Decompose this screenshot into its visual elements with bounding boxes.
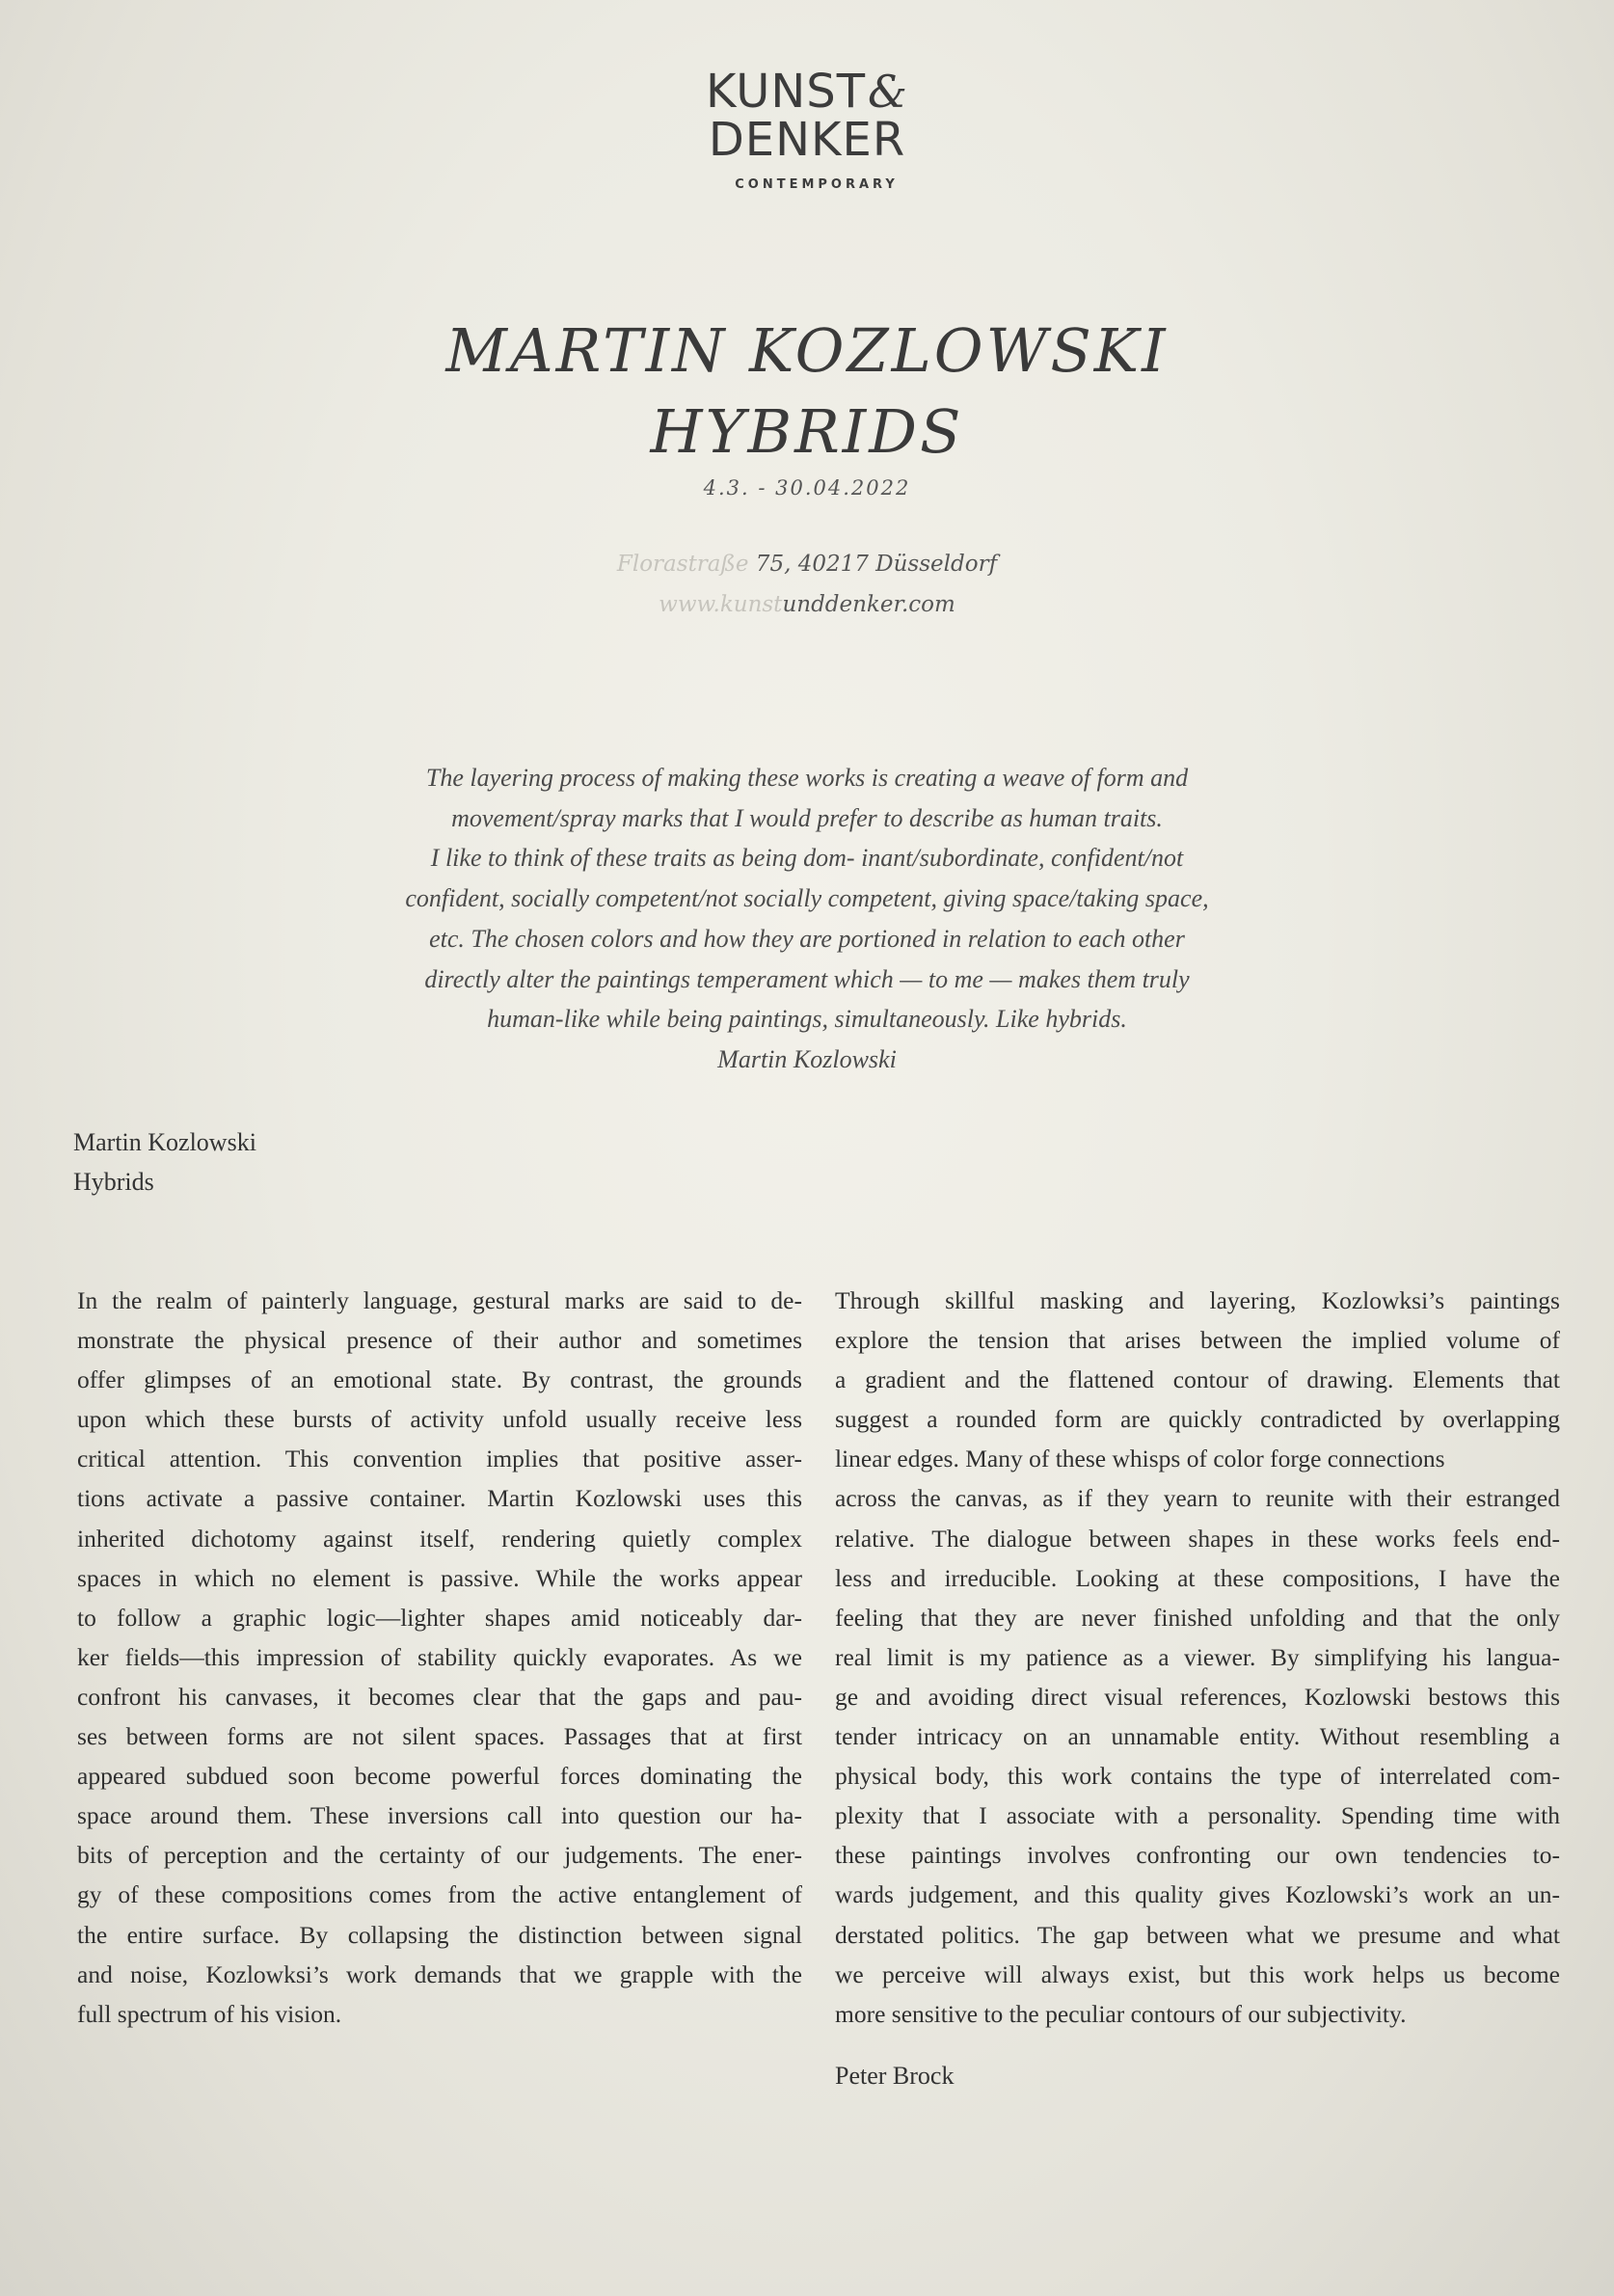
essay-line: inherited dichotomy against itself, rendering quietly complex bbox=[77, 1524, 802, 1553]
essay-line: ge and avoiding direct visual references, Kozlowski bestows this bbox=[835, 1682, 1560, 1711]
essay-line: the entire surface. By collapsing the distinction between signal bbox=[77, 1920, 802, 1949]
title-artist: MARTIN KOZLOWSKI bbox=[445, 315, 1169, 386]
essay-line: and noise, Kozlowksi’s work demands that we grapple with the bbox=[77, 1959, 802, 1988]
quote-line: confident, socially competent/not socially competent, giving space/taking space, bbox=[405, 884, 1209, 913]
essay-line: offer glimpses of an emotional state. By contrast, the grounds bbox=[77, 1365, 802, 1394]
essay-line: appeared subdued soon become powerful forces dominating the bbox=[77, 1762, 802, 1791]
essay-line: gy of these compositions comes from the active entanglement of bbox=[77, 1880, 802, 1909]
gallery-address bbox=[0, 544, 1614, 625]
essay-line: less and irreducible. Looking at these compositions, I have the bbox=[835, 1563, 1560, 1592]
logo-line-2: DENKER bbox=[708, 113, 906, 167]
essay-line: derstated politics. The gap between what we presume and what bbox=[835, 1920, 1560, 1949]
essay-line: we perceive will always exist, but this work helps us become bbox=[835, 1959, 1560, 1988]
title-exhibition: HYBRIDS bbox=[650, 396, 964, 467]
essay-line: physical body, this work contains the type of interrelated com- bbox=[835, 1762, 1560, 1791]
essay-line: bits of perception and the certainty of our judgements. The ener- bbox=[77, 1841, 802, 1870]
essay-line: monstrate the physical presence of their author and sometimes bbox=[77, 1326, 802, 1355]
essay-line: real limit is my patience as a viewer. By simplifying his langua- bbox=[835, 1642, 1560, 1671]
quote-line: human-like while being paintings, simultaneously. Like hybrids. bbox=[487, 1005, 1127, 1034]
heading-title: Hybrids bbox=[73, 1168, 154, 1196]
logo-line-1: KUNST& bbox=[706, 65, 908, 119]
essay-column-right bbox=[835, 1281, 1560, 2034]
essay-line: explore the tension that arises between the implied volume of bbox=[835, 1326, 1560, 1355]
artist-quote bbox=[373, 758, 1241, 1080]
street-address: Florastraße 75, 40217 Düsseldorf bbox=[616, 552, 998, 577]
essay-line: space around them. These inversions call into question our ha- bbox=[77, 1801, 802, 1830]
essay-line: Through skillful masking and layering, Kozlowksi’s paintings bbox=[835, 1286, 1560, 1314]
logo-ampersand: & bbox=[868, 66, 908, 118]
essay-line: wards judgement, and this quality gives Kozlowski’s work an un- bbox=[835, 1880, 1560, 1909]
essay-line: ses between forms are not silent spaces. Passages that at first bbox=[77, 1722, 802, 1751]
quote-line: directly alter the paintings temperament which — to me — makes them truly bbox=[424, 964, 1190, 993]
essay-line: In the realm of painterly language, gestural marks are said to de- bbox=[77, 1286, 802, 1314]
quote-line: movement/spray marks that I would prefer to describe as human traits. bbox=[451, 803, 1163, 832]
logo-subtitle: CONTEMPORARY bbox=[735, 177, 899, 192]
exhibition-title bbox=[0, 311, 1614, 473]
essay-line: more sensitive to the peculiar contours of our subjectivity. bbox=[835, 1999, 1407, 2028]
text-heading bbox=[73, 1122, 256, 1202]
essay-line: confront his canvases, it becomes clear that the gaps and pau- bbox=[77, 1682, 802, 1711]
quote-line: I like to think of these traits as being dom- inant/subordinate, confident/not bbox=[430, 844, 1184, 873]
essay-line: to follow a graphic logic—lighter shapes amid noticeably dar- bbox=[77, 1603, 802, 1632]
gallery-logo bbox=[0, 65, 1614, 192]
exhibition-dates: 4.3. - 30.04.2022 bbox=[703, 476, 911, 500]
essay-line: a gradient and the flattened contour of drawing. Elements that bbox=[835, 1365, 1560, 1394]
essay-line: these paintings involves confronting our own tendencies to- bbox=[835, 1841, 1560, 1870]
essay-line: tions activate a passive container. Martin Kozlowski uses this bbox=[77, 1484, 802, 1513]
essay-line: spaces in which no element is passive. While the works appear bbox=[77, 1563, 802, 1592]
essay-line: suggest a rounded form are quickly contradicted by overlapping bbox=[835, 1405, 1560, 1434]
website: www.kunstunddenker.com bbox=[659, 592, 955, 617]
heading-artist: Martin Kozlowski bbox=[73, 1128, 256, 1156]
essay-line: feeling that they are never finished unfolding and that the only bbox=[835, 1603, 1560, 1632]
essay-line: tender intricacy on an unnamable entity. Without resembling a bbox=[835, 1722, 1560, 1751]
essay-line: linear edges. Many of these whisps of color forge connections bbox=[835, 1445, 1445, 1473]
essay-line: across the canvas, as if they yearn to reunite with their estranged bbox=[835, 1484, 1560, 1513]
essay-line: plexity that I associate with a personality. Spending time with bbox=[835, 1801, 1560, 1830]
essay-line: relative. The dialogue between shapes in these works feels end- bbox=[835, 1524, 1560, 1553]
essay-author: Peter Brock bbox=[835, 2062, 955, 2090]
quote-attribution: Martin Kozlowski bbox=[717, 1044, 897, 1073]
quote-line: etc. The chosen colors and how they are portioned in relation to each other bbox=[429, 924, 1185, 953]
essay-line: upon which these bursts of activity unfold usually receive less bbox=[77, 1405, 802, 1434]
essay-line: ker fields—this impression of stability quickly evaporates. As we bbox=[77, 1642, 802, 1671]
essay-column-left bbox=[77, 1281, 802, 2034]
essay-line: critical attention. This convention implies that positive asser- bbox=[77, 1445, 802, 1473]
quote-line: The layering process of making these works is creating a weave of form and bbox=[425, 764, 1189, 792]
essay-line: full spectrum of his vision. bbox=[77, 1999, 342, 2028]
